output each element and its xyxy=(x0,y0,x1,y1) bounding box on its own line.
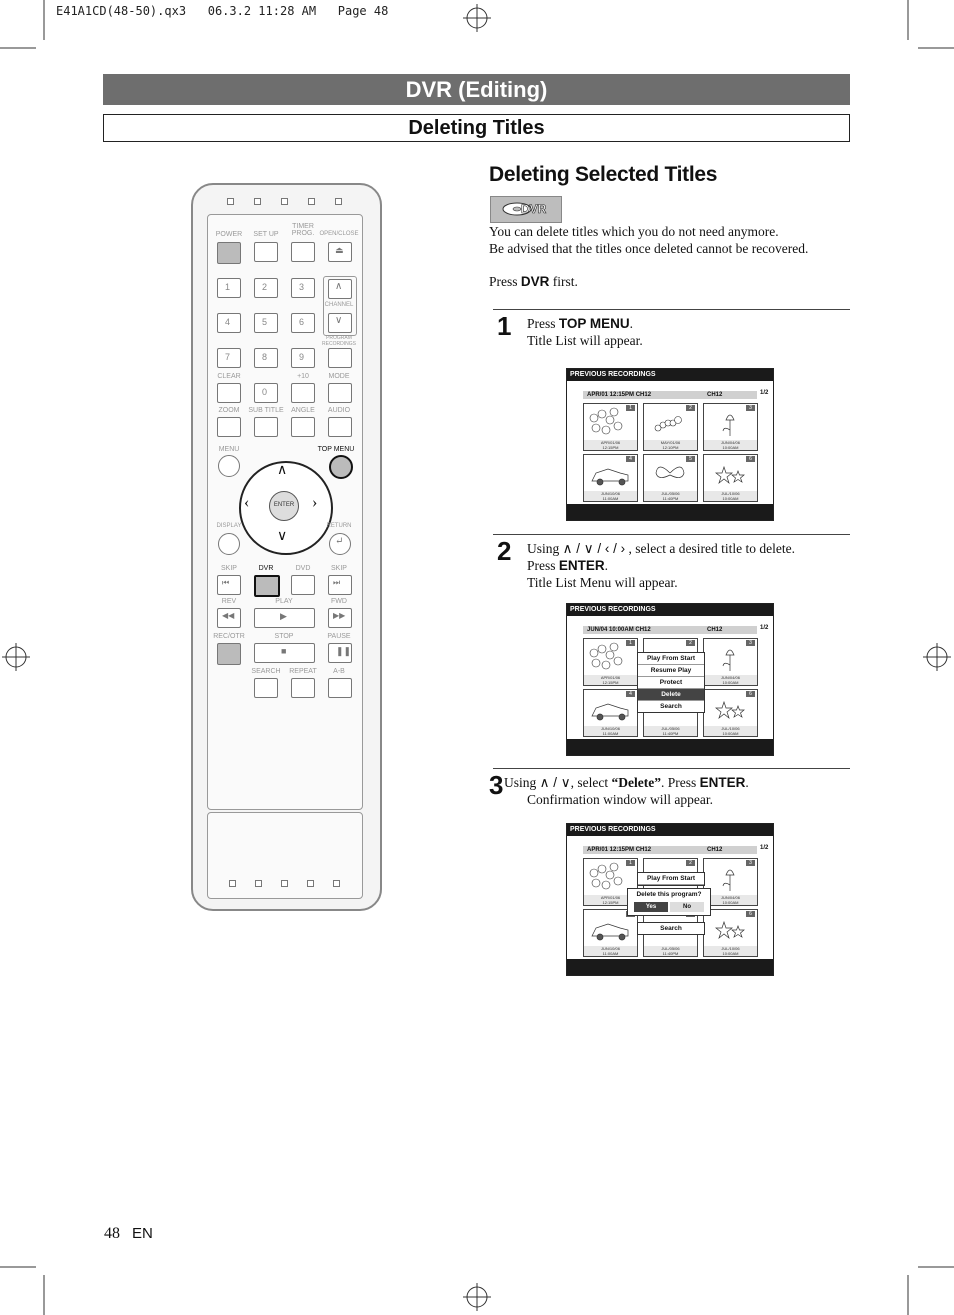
indicator-dot xyxy=(281,880,288,887)
digit-label: 2 xyxy=(262,282,268,292)
subtitle-button[interactable] xyxy=(254,417,278,437)
confirm-yes-button[interactable]: Yes xyxy=(634,902,668,912)
step-3-key: ENTER xyxy=(699,775,746,790)
step-2-pre: Using xyxy=(527,541,563,556)
chevron-up-icon: ∧ xyxy=(335,281,343,292)
language-code: EN xyxy=(132,1225,153,1242)
skip-back-label: SKIP xyxy=(221,565,237,572)
digit-2-button[interactable] xyxy=(254,278,278,298)
divider xyxy=(493,309,850,310)
digit-label: 1 xyxy=(225,282,231,292)
step-2-mid: , select a desired title to delete. xyxy=(625,541,795,556)
skip-forward-label: SKIP xyxy=(331,565,347,572)
step-2-line2-pre: Press xyxy=(527,558,559,573)
clear-label: CLEAR xyxy=(217,373,241,380)
digit-label: 5 xyxy=(262,317,268,327)
indicator-dot xyxy=(308,198,315,205)
setup-label: SET UP xyxy=(253,231,279,238)
thumb-caption: JUL/05/06 11:40PM xyxy=(643,946,698,957)
info-channel: CH12 xyxy=(707,847,723,853)
divider xyxy=(493,534,850,535)
arrow-keys: ∧ / ∨ xyxy=(539,775,571,790)
confirmation-screen xyxy=(566,823,774,976)
thumb-number: 2 xyxy=(686,640,695,646)
rec-otr-button[interactable] xyxy=(217,643,241,665)
thumb-caption: APR/01/06 12:15PM xyxy=(583,895,638,906)
pause-icon: ❚❚ xyxy=(336,646,352,656)
menu-item-delete[interactable]: Delete xyxy=(638,689,704,701)
step-number: 1 xyxy=(497,311,512,341)
channel-down-button[interactable] xyxy=(328,313,352,333)
step-1-post: . xyxy=(629,316,634,331)
thumb-number: 2 xyxy=(686,405,695,411)
angle-label: ANGLE xyxy=(291,407,315,414)
thumb-caption: JUN/04/06 10:00AM xyxy=(703,675,758,686)
rec-otr-label: REC/OTR xyxy=(213,633,245,640)
title-list-menu xyxy=(637,652,705,713)
digit-1-button[interactable] xyxy=(217,278,241,298)
intro-press-key: DVR xyxy=(520,274,550,289)
intro-line-1: You can delete titles which you do not need anymore. xyxy=(489,224,779,239)
eject-icon: ⏏ xyxy=(335,245,344,255)
menu-item-resume-play[interactable]: Resume Play xyxy=(638,665,704,677)
page-footer xyxy=(104,1225,153,1243)
menu-button[interactable] xyxy=(218,455,240,477)
title-thumbnail[interactable] xyxy=(583,454,638,492)
title-thumbnail[interactable] xyxy=(703,689,758,727)
screen-header: PREVIOUS RECORDINGS xyxy=(567,824,773,836)
dvr-badge xyxy=(490,196,562,223)
digit-label: 8 xyxy=(262,352,268,362)
thumb-caption: JUL/10/06 10:00AM xyxy=(703,946,758,957)
step-2-line3: Title List Menu will appear. xyxy=(527,575,678,590)
audio-label: AUDIO xyxy=(327,407,351,414)
menu-item-search[interactable]: Search xyxy=(660,703,682,710)
arrow-keys: ∧ / ∨ / ‹ / › xyxy=(562,541,626,556)
step-3-line2: Confirmation window will appear. xyxy=(527,792,713,807)
screen-footer xyxy=(567,959,773,975)
thumb-number: 4 xyxy=(626,456,635,462)
pause-button[interactable] xyxy=(328,643,352,663)
digit-label: 9 xyxy=(299,352,305,362)
thumb-number: 5 xyxy=(686,456,695,462)
thumb-caption: MAY/01/06 12:10PM xyxy=(643,440,698,451)
channel-up-button[interactable] xyxy=(328,279,352,299)
section-title: Deleting Selected Titles xyxy=(489,163,718,186)
title-thumbnail[interactable] xyxy=(583,689,638,727)
title-list-menu xyxy=(637,872,705,886)
title-thumbnail[interactable] xyxy=(703,858,758,896)
confirm-dialog xyxy=(627,888,711,916)
digit-label: 6 xyxy=(299,317,305,327)
dpad-up-button[interactable] xyxy=(274,464,294,480)
step-3-quote: “Delete” xyxy=(611,775,661,790)
title-thumbnail[interactable] xyxy=(703,403,758,441)
subsection-header: Deleting Titles xyxy=(103,114,850,142)
info-date: APR/01 12:15PM CH12 xyxy=(587,847,652,853)
screen-footer xyxy=(567,739,773,755)
thumb-caption: APR/01/06 12:15PM xyxy=(583,440,638,451)
dvr-button[interactable] xyxy=(254,575,280,597)
intro-press xyxy=(489,273,578,290)
a-b-button[interactable] xyxy=(328,678,352,698)
digit-4-button[interactable] xyxy=(217,313,241,333)
screen-info-bar xyxy=(583,391,757,399)
chevron-down-icon: ∨ xyxy=(277,529,288,544)
dvd-button[interactable] xyxy=(291,575,315,595)
indicator-dot xyxy=(227,198,234,205)
title-thumbnail[interactable] xyxy=(703,638,758,676)
chevron-left-icon: ‹ xyxy=(244,494,250,511)
screen-footer xyxy=(567,504,773,520)
play-icon: ▶ xyxy=(280,611,287,621)
audio-button[interactable] xyxy=(328,417,352,437)
plus10-button[interactable] xyxy=(291,383,315,403)
thumb-number: 2 xyxy=(686,860,695,866)
thumb-number: 6 xyxy=(746,456,755,462)
step-3-mid: , select xyxy=(570,775,612,790)
thumb-caption: APR/01/06 12:15PM xyxy=(583,675,638,686)
fast-forward-icon: ▶▶ xyxy=(333,611,346,620)
rev-label: REV xyxy=(221,598,237,605)
dpad-down-button[interactable] xyxy=(274,530,294,546)
digit-label: 4 xyxy=(225,317,231,327)
screen-info-bar xyxy=(583,846,757,854)
step-2-key: ENTER xyxy=(558,558,605,573)
subtitle-label: SUB TITLE xyxy=(248,407,284,414)
rewind-icon: ◀◀ xyxy=(222,611,235,620)
thumb-caption: JUN/04/06 10:00AM xyxy=(703,895,758,906)
intro-press-suffix: first. xyxy=(549,274,578,289)
skip-back-button[interactable] xyxy=(217,575,241,595)
stop-icon: ■ xyxy=(281,646,287,656)
a-b-label: A-B xyxy=(333,668,345,675)
display-button[interactable] xyxy=(218,533,240,555)
thumb-caption: JUN/10/06 11:00AM xyxy=(583,491,638,502)
step-2-text xyxy=(527,540,795,591)
page-indicator: 1/2 xyxy=(760,390,769,396)
power-button[interactable] xyxy=(217,242,241,264)
skip-back-icon: ⏮ xyxy=(222,578,230,587)
play-button[interactable] xyxy=(254,608,315,628)
title-thumbnail[interactable] xyxy=(703,909,758,947)
thumb-caption: JUN/10/06 11:00AM xyxy=(583,726,638,737)
dpad-right-button[interactable] xyxy=(310,496,326,516)
menu-item-play-from-start[interactable]: Play From Start xyxy=(638,873,704,885)
thumb-caption: JUN/04/06 10:00AM xyxy=(703,440,758,451)
skip-forward-button[interactable] xyxy=(328,575,352,595)
page-indicator: 1/2 xyxy=(760,625,769,631)
dvr-badge-label: DVR xyxy=(521,202,547,216)
step-1-pre: Press xyxy=(527,316,559,331)
return-label: RETURN xyxy=(326,523,352,529)
thumb-number: 4 xyxy=(626,691,635,697)
indicator-dot xyxy=(229,880,236,887)
thumb-number: 1 xyxy=(626,405,635,411)
mode-button[interactable] xyxy=(328,383,352,403)
divider xyxy=(493,768,850,769)
program-recordings-label: PROGRAM RECORDINGS xyxy=(322,335,356,347)
zoom-button[interactable] xyxy=(217,417,241,437)
return-button[interactable] xyxy=(329,533,351,555)
intro-press-prefix: Press xyxy=(489,274,521,289)
open-close-button[interactable] xyxy=(328,242,352,262)
digit-0-button[interactable] xyxy=(254,383,278,403)
digit-8-button[interactable] xyxy=(254,348,278,368)
thumb-number: 3 xyxy=(746,860,755,866)
angle-button[interactable] xyxy=(291,417,315,437)
screen-header: PREVIOUS RECORDINGS xyxy=(567,369,773,381)
page-number: 48 xyxy=(104,1225,120,1242)
rev-button[interactable] xyxy=(217,608,241,628)
info-channel: CH12 xyxy=(707,392,723,398)
zoom-label: ZOOM xyxy=(218,407,240,414)
dvr-label: DVR xyxy=(258,565,274,572)
menu-item-search[interactable]: Search xyxy=(660,925,682,932)
menu-label: MENU xyxy=(218,446,240,453)
step-3-post: . xyxy=(745,775,749,790)
step-1-line2: Title List will appear. xyxy=(527,333,643,348)
skip-forward-icon: ⏭ xyxy=(333,578,341,587)
fwd-button[interactable] xyxy=(328,608,352,628)
thumb-caption: JUL/10/06 10:00AM xyxy=(703,726,758,737)
title-thumbnail[interactable] xyxy=(643,403,698,441)
top-menu-button[interactable] xyxy=(329,455,353,479)
thumb-number: 6 xyxy=(746,911,755,917)
thumb-caption: JUL/05/06 11:40PM xyxy=(643,726,698,737)
thumb-caption: JUN/10/06 11:00AM xyxy=(583,946,638,957)
info-channel: CH12 xyxy=(707,627,723,633)
indicator-dot xyxy=(255,880,262,887)
repeat-button[interactable] xyxy=(291,678,315,698)
digit-label: 3 xyxy=(299,282,305,292)
return-icon: ↵ xyxy=(335,536,344,547)
thumb-number: 1 xyxy=(626,640,635,646)
dvd-label: DVD xyxy=(295,565,311,572)
title-list-menu-lower xyxy=(637,922,705,935)
display-label: DISPLAY xyxy=(216,523,242,529)
stop-label: STOP xyxy=(274,633,294,640)
screen-info-bar xyxy=(583,626,757,634)
thumb-number: 1 xyxy=(626,860,635,866)
plus10-label: +10 xyxy=(297,373,309,380)
thumb-number: 3 xyxy=(746,640,755,646)
fwd-label: FWD xyxy=(331,598,347,605)
screen-header: PREVIOUS RECORDINGS xyxy=(567,604,773,616)
section-header: DVR (Editing) xyxy=(103,74,850,105)
timer-prog-button[interactable] xyxy=(291,242,315,262)
search-button[interactable] xyxy=(254,678,278,698)
top-menu-label: TOP MENU xyxy=(317,446,355,453)
play-label: PLAY xyxy=(275,598,293,605)
step-1-key: TOP MENU xyxy=(558,316,630,331)
digit-7-button[interactable] xyxy=(217,348,241,368)
intro-line-2: Be advised that the titles once deleted cannot be recovered. xyxy=(489,241,809,256)
step-1-text xyxy=(527,315,643,349)
digit-label: 0 xyxy=(262,387,268,397)
enter-button[interactable] xyxy=(269,491,299,521)
title-thumbnail[interactable] xyxy=(703,454,758,492)
title-list-screen xyxy=(566,368,774,521)
pause-label: PAUSE xyxy=(327,633,351,640)
confirm-no-button[interactable]: No xyxy=(670,902,704,912)
chevron-right-icon: › xyxy=(312,494,318,511)
indicator-dot xyxy=(333,880,340,887)
channel-label: CHANNEL xyxy=(324,302,354,308)
indicator-dot xyxy=(307,880,314,887)
dpad-left-button[interactable] xyxy=(242,496,258,516)
digit-6-button[interactable] xyxy=(291,313,315,333)
info-date: JUN/04 10:00AM CH12 xyxy=(587,627,651,633)
timer-prog-label: TIMER PROG. xyxy=(291,223,315,237)
thumb-caption: JUL/10/06 10:00AM xyxy=(703,491,758,502)
power-label: POWER xyxy=(215,231,243,238)
thumb-number: 3 xyxy=(746,405,755,411)
repeat-label: REPEAT xyxy=(289,668,317,675)
search-label: SEARCH xyxy=(251,668,281,675)
thumb-number: 6 xyxy=(746,691,755,697)
step-3-mid2: . Press xyxy=(661,775,700,790)
title-thumbnail[interactable] xyxy=(643,454,698,492)
stop-button[interactable] xyxy=(254,643,315,663)
open-close-label: OPEN/CLOSE xyxy=(319,231,359,237)
digit-9-button[interactable] xyxy=(291,348,315,368)
title-thumbnail[interactable] xyxy=(583,403,638,441)
setup-button[interactable] xyxy=(254,242,278,262)
step-3-text xyxy=(504,774,749,791)
menu-item-protect[interactable]: Protect xyxy=(638,677,704,689)
title-thumbnail[interactable] xyxy=(583,638,638,676)
digit-label: 7 xyxy=(225,352,231,362)
indicator-dot xyxy=(335,198,342,205)
thumb-caption: JUL/05/06 11:40PM xyxy=(643,491,698,502)
digit-5-button[interactable] xyxy=(254,313,278,333)
mode-label: MODE xyxy=(328,373,350,380)
program-recordings-button[interactable] xyxy=(328,348,352,368)
step-2-line2-post: . xyxy=(604,558,609,573)
info-date: APR/01 12:15PM CH12 xyxy=(587,392,652,398)
enter-label: ENTER xyxy=(273,502,295,508)
chevron-up-icon: ∧ xyxy=(277,463,288,478)
indicator-dot xyxy=(254,198,261,205)
title-list-menu-screen xyxy=(566,603,774,756)
confirm-message: Delete this program? xyxy=(636,891,702,898)
page-indicator: 1/2 xyxy=(760,845,769,851)
step-number: 2 xyxy=(497,536,512,566)
chevron-down-icon: ∨ xyxy=(335,315,343,326)
clear-button[interactable] xyxy=(217,383,241,403)
indicator-dot xyxy=(281,198,288,205)
step-number: 3 xyxy=(489,770,504,800)
step-3-pre: Using xyxy=(504,775,540,790)
print-slug: E41A1CD(48-50).qx3 06.3.2 11:28 AM Page 48 xyxy=(56,4,389,18)
menu-item-play-from-start[interactable]: Play From Start xyxy=(638,653,704,665)
digit-3-button[interactable] xyxy=(291,278,315,298)
